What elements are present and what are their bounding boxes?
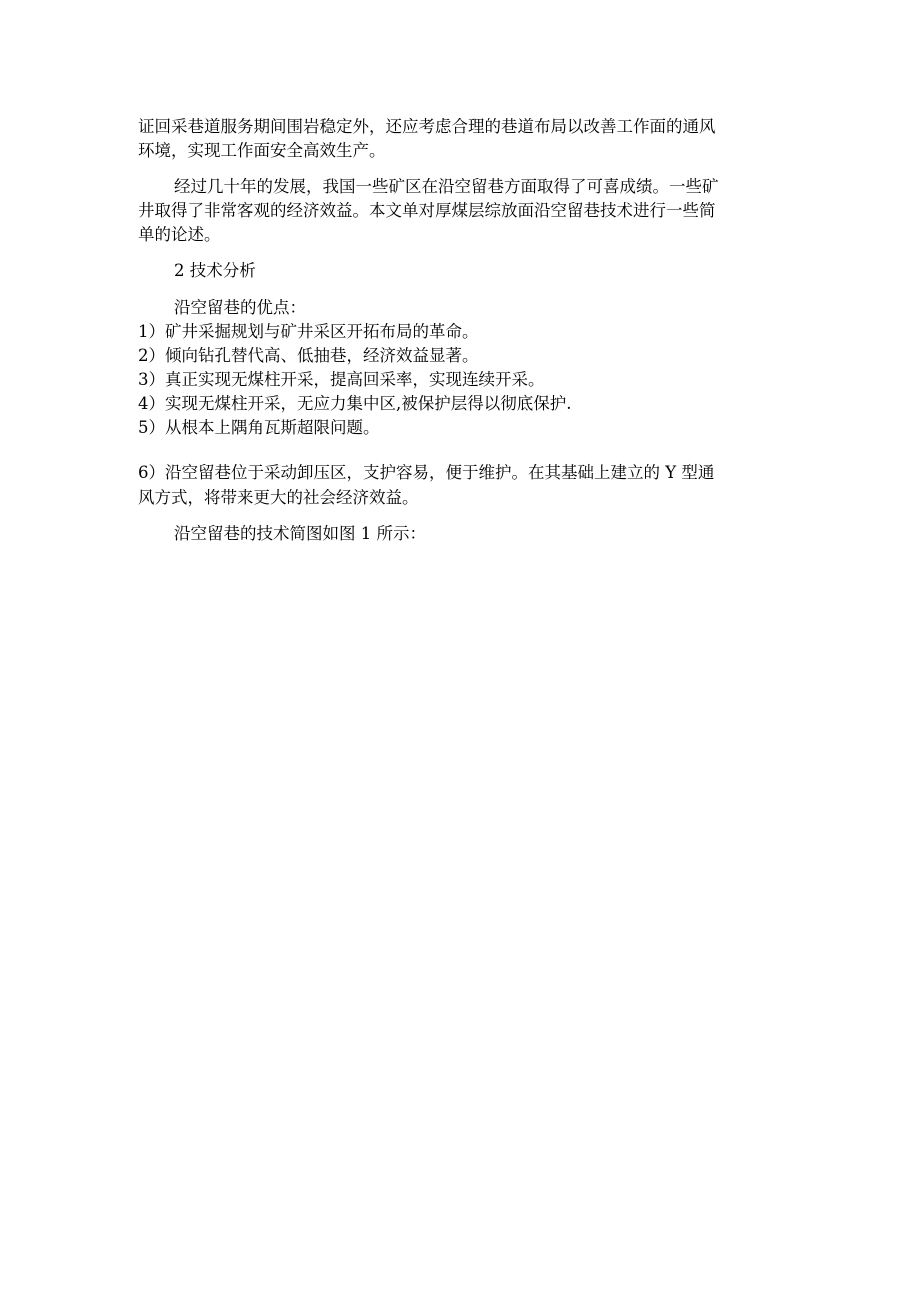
advantages-intro: 沿空留巷的优点： [174,298,306,317]
paragraph-line: 环境，实现工作面安全高效生产。 [138,141,386,160]
section-heading: 2 技术分析 [174,261,256,280]
paragraph-line: 风方式，将带来更大的社会经济效益。 [138,488,419,507]
paragraph-line: 经过几十年的发展，我国一些矿区在沿空留巷方面取得了可喜成绩。一些矿 [174,177,719,196]
figure-reference: 沿空留巷的技术简图如图 1 所示： [174,524,426,543]
paragraph-line: 井取得了非常客观的经济效益。本文单对厚煤层综放面沿空留巷技术进行一些简 [138,201,716,220]
paragraph-line: 证回采巷道服务期间围岩稳定外，还应考虑合理的巷道布局以改善工作面的通风 [138,117,716,136]
list-item: 4）实现无煤柱开采，无应力集中区,被保护层得以彻底保护. [138,394,572,413]
paragraph-line: 单的论述。 [138,225,221,244]
paragraph-line: 6）沿空留巷位于采动卸压区，支护容易，便于维护。在其基础上建立的 Y 型通 [138,463,715,482]
list-item: 2）倾向钻孔替代高、低抽巷，经济效益显著。 [138,346,479,365]
list-item: 5）从根本上隅角瓦斯超限问题。 [138,418,380,437]
list-item: 3）真正实现无煤柱开采，提高回采率，实现连续开采。 [138,370,545,389]
list-item: 1）矿井采掘规划与矿井采区开拓布局的革命。 [138,322,479,341]
